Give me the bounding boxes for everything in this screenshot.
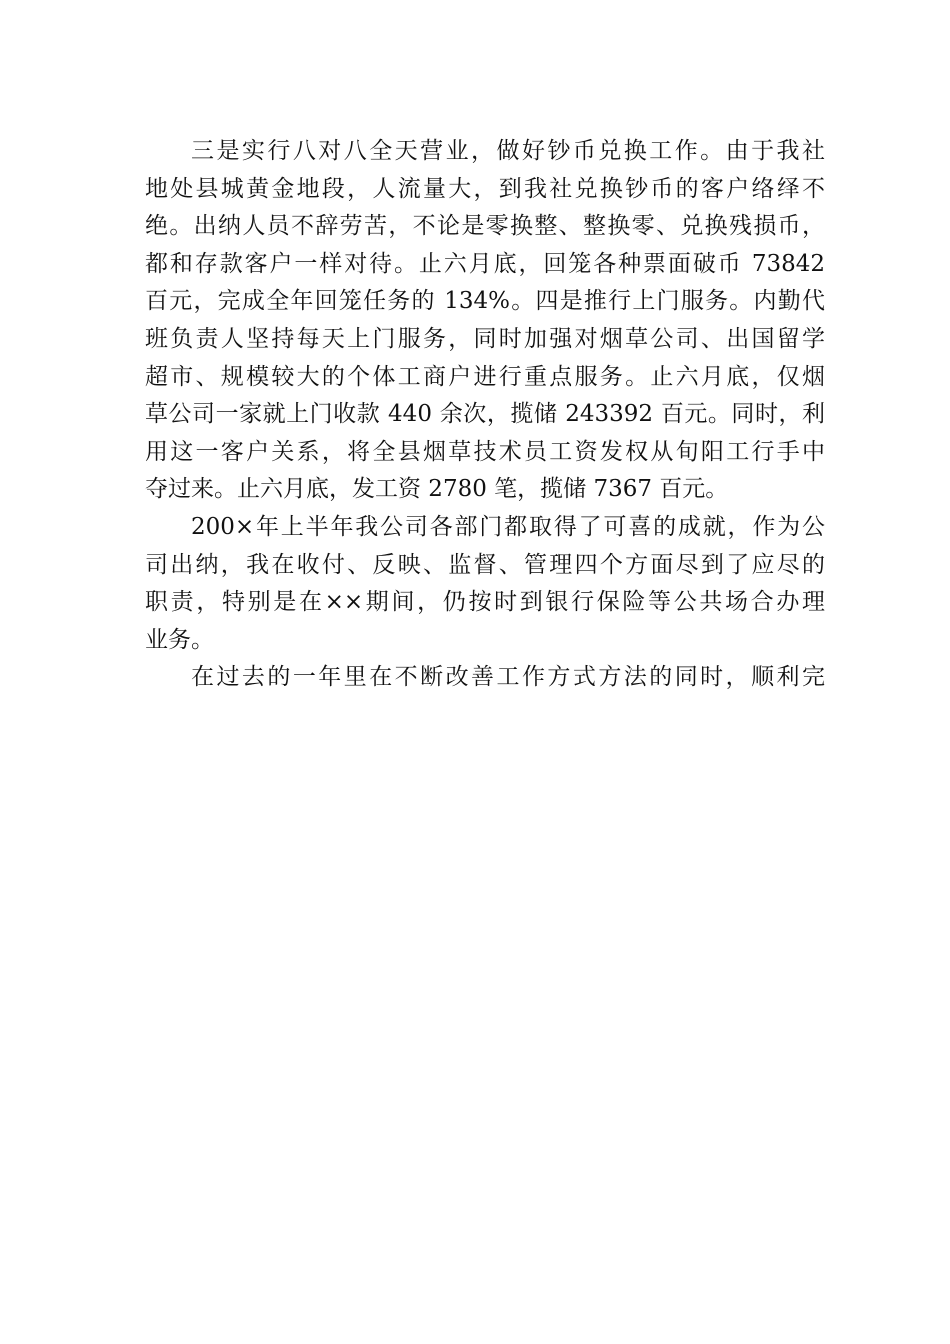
text-line: 超市、规模较大的个体工商户进行重点服务。止六月底，仅烟 <box>145 363 825 390</box>
text-line: 班负责人坚持每天上门服务，同时加强对烟草公司、出国留学 <box>145 325 825 352</box>
text-line: 夺过来。止六月底，发工资 2780 笔，揽储 7367 百元。 <box>145 476 729 503</box>
text-line: 百元，完成全年回笼任务的 134%。四是推行上门服务。内勤代 <box>145 288 825 315</box>
text-line: 职责，特别是在××期间，仍按时到银行保险等公共场合办理 <box>145 589 825 616</box>
paragraph-3 <box>145 659 825 697</box>
text-line: 草公司一家就上门收款 440 余次，揽储 243392 百元。同时，利 <box>145 401 825 428</box>
text-line: 用这一客户关系，将全县烟草技术员工资发权从旬阳工行手中 <box>145 438 825 465</box>
paragraph-2 <box>145 509 825 659</box>
text-line: 地处县城黄金地段，人流量大，到我社兑换钞币的客户络绎不 <box>145 175 825 202</box>
text-line: 业务。 <box>145 626 214 653</box>
text-line: 司出纳，我在收付、反映、监督、管理四个方面尽到了应尽的 <box>145 551 825 578</box>
document-body <box>145 133 825 697</box>
text-line: 在过去的一年里在不断改善工作方式方法的同时，顺利完 <box>191 664 825 691</box>
text-line: 三是实行八对八全天营业，做好钞币兑换工作。由于我社 <box>191 138 825 164</box>
paragraph-1 <box>145 133 825 509</box>
text-line: 都和存款客户一样对待。止六月底，回笼各种票面破币 73842 <box>145 250 825 277</box>
text-line: 200×年上半年我公司各部门都取得了可喜的成就，作为公 <box>191 513 825 540</box>
text-line: 绝。出纳人员不辞劳苦，不论是零换整、整换零、兑换残损币， <box>145 213 825 240</box>
